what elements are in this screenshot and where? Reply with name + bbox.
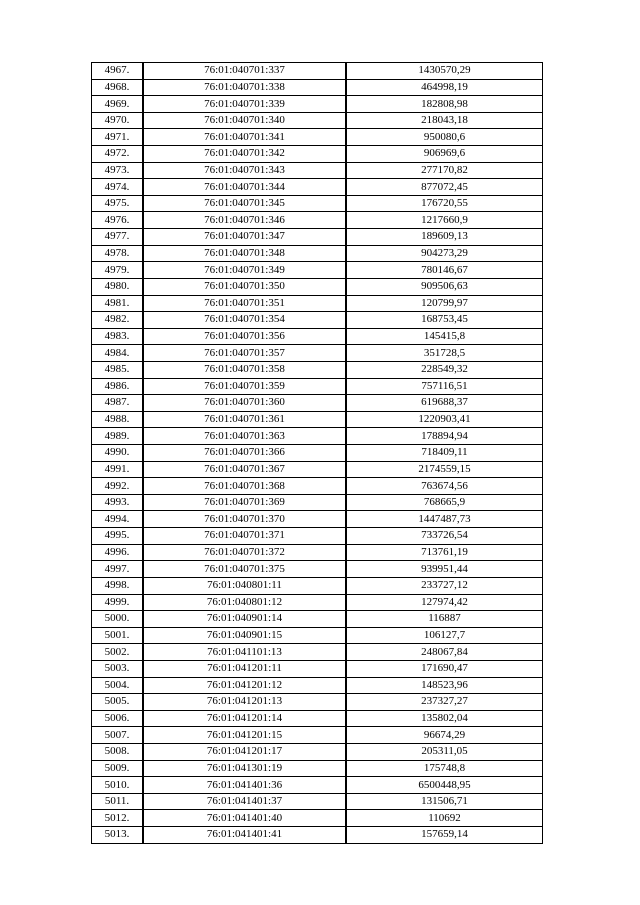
- row-number-cell: 5010.: [92, 777, 144, 794]
- table-row: [92, 245, 543, 262]
- row-number-cell: 4995.: [92, 528, 144, 545]
- row-number-cell: 4989.: [92, 428, 144, 445]
- row-number-cell: 4971.: [92, 129, 144, 146]
- cadastral-value-cell: 127974,42: [346, 594, 543, 611]
- cadastral-value-cell: 233727,12: [346, 577, 543, 594]
- cadastral-value-cell: 904273,29: [346, 245, 543, 262]
- table-row: [92, 278, 543, 295]
- row-number-cell: 5013.: [92, 827, 144, 844]
- cadastral-number-cell: 76:01:041201:14: [143, 710, 346, 727]
- cadastral-number-cell: 76:01:041201:12: [143, 677, 346, 694]
- cadastral-value-cell: 248067,84: [346, 644, 543, 661]
- cadastral-number-cell: 76:01:040701:349: [143, 262, 346, 279]
- table-row: [92, 262, 543, 279]
- cadastral-number-cell: 76:01:040901:14: [143, 611, 346, 628]
- table-row: [92, 793, 543, 810]
- cadastral-value-cell: 619688,37: [346, 395, 543, 412]
- cadastral-number-cell: 76:01:040701:354: [143, 312, 346, 329]
- cadastral-number-cell: 76:01:041101:13: [143, 644, 346, 661]
- cadastral-value-cell: 157659,14: [346, 827, 543, 844]
- cadastral-number-cell: 76:01:041201:15: [143, 727, 346, 744]
- row-number-cell: 4976.: [92, 212, 144, 229]
- row-number-cell: 4990.: [92, 445, 144, 462]
- cadastral-value-cell: 189609,13: [346, 229, 543, 246]
- row-number-cell: 5004.: [92, 677, 144, 694]
- cadastral-number-cell: 76:01:040801:12: [143, 594, 346, 611]
- row-number-cell: 4984.: [92, 345, 144, 362]
- table-row: [92, 660, 543, 677]
- table-row: [92, 461, 543, 478]
- table-body: [92, 63, 543, 844]
- cadastral-number-cell: 76:01:040701:370: [143, 511, 346, 528]
- cadastral-value-cell: 171690,47: [346, 660, 543, 677]
- row-number-cell: 4970.: [92, 112, 144, 129]
- table-row: [92, 162, 543, 179]
- table-row: [92, 544, 543, 561]
- table-row: [92, 710, 543, 727]
- table-row: [92, 79, 543, 96]
- cadastral-value-cell: 182808,98: [346, 96, 543, 113]
- cadastral-number-cell: 76:01:040701:356: [143, 328, 346, 345]
- row-number-cell: 4972.: [92, 146, 144, 163]
- cadastral-value-cell: 96674,29: [346, 727, 543, 744]
- row-number-cell: 4998.: [92, 577, 144, 594]
- cadastral-value-cell: 733726,54: [346, 528, 543, 545]
- table-row: [92, 644, 543, 661]
- cadastral-number-cell: 76:01:040901:15: [143, 627, 346, 644]
- cadastral-number-cell: 76:01:040701:361: [143, 411, 346, 428]
- row-number-cell: 5003.: [92, 660, 144, 677]
- table-row: [92, 494, 543, 511]
- table-row: [92, 428, 543, 445]
- row-number-cell: 4997.: [92, 561, 144, 578]
- cadastral-number-cell: 76:01:040701:344: [143, 179, 346, 196]
- cadastral-value-cell: 768665,9: [346, 494, 543, 511]
- row-number-cell: 4985.: [92, 361, 144, 378]
- cadastral-value-cell: 718409,11: [346, 445, 543, 462]
- cadastral-number-cell: 76:01:041201:11: [143, 660, 346, 677]
- cadastral-number-cell: 76:01:040701:341: [143, 129, 346, 146]
- cadastral-number-cell: 76:01:041301:19: [143, 760, 346, 777]
- cadastral-value-cell: 176720,55: [346, 195, 543, 212]
- row-number-cell: 4980.: [92, 278, 144, 295]
- table-row: [92, 478, 543, 495]
- row-number-cell: 4987.: [92, 395, 144, 412]
- cadastral-number-cell: 76:01:040701:366: [143, 445, 346, 462]
- table-row: [92, 777, 543, 794]
- cadastral-number-cell: 76:01:040701:346: [143, 212, 346, 229]
- cadastral-number-cell: 76:01:040701:360: [143, 395, 346, 412]
- cadastral-value-cell: 2174559,15: [346, 461, 543, 478]
- cadastral-number-cell: 76:01:040701:347: [143, 229, 346, 246]
- table-row: [92, 129, 543, 146]
- row-number-cell: 5006.: [92, 710, 144, 727]
- cadastral-number-cell: 76:01:041201:17: [143, 743, 346, 760]
- table-row: [92, 345, 543, 362]
- row-number-cell: 5009.: [92, 760, 144, 777]
- cadastral-number-cell: 76:01:040701:342: [143, 146, 346, 163]
- cadastral-number-cell: 76:01:040701:348: [143, 245, 346, 262]
- cadastral-number-cell: 76:01:040801:11: [143, 577, 346, 594]
- cadastral-value-cell: 145415,8: [346, 328, 543, 345]
- cadastral-number-cell: 76:01:041401:40: [143, 810, 346, 827]
- table-row: [92, 312, 543, 329]
- row-number-cell: 4973.: [92, 162, 144, 179]
- cadastral-value-cell: 909506,63: [346, 278, 543, 295]
- row-number-cell: 5011.: [92, 793, 144, 810]
- row-number-cell: 4968.: [92, 79, 144, 96]
- table-row: [92, 295, 543, 312]
- row-number-cell: 4996.: [92, 544, 144, 561]
- row-number-cell: 4967.: [92, 63, 144, 80]
- cadastral-value-cell: 906969,6: [346, 146, 543, 163]
- cadastral-value-cell: 939951,44: [346, 561, 543, 578]
- row-number-cell: 4969.: [92, 96, 144, 113]
- table-row: [92, 146, 543, 163]
- row-number-cell: 5007.: [92, 727, 144, 744]
- table-row: [92, 229, 543, 246]
- table-row: [92, 627, 543, 644]
- cadastral-value-table: [91, 62, 543, 844]
- table-row: [92, 594, 543, 611]
- cadastral-number-cell: 76:01:040701:369: [143, 494, 346, 511]
- table-row: [92, 611, 543, 628]
- cadastral-number-cell: 76:01:041201:13: [143, 694, 346, 711]
- cadastral-value-cell: 168753,45: [346, 312, 543, 329]
- cadastral-value-cell: 175748,8: [346, 760, 543, 777]
- cadastral-value-cell: 351728,5: [346, 345, 543, 362]
- row-number-cell: 4978.: [92, 245, 144, 262]
- cadastral-number-cell: 76:01:040701:371: [143, 528, 346, 545]
- table-row: [92, 395, 543, 412]
- cadastral-value-cell: 877072,45: [346, 179, 543, 196]
- row-number-cell: 4974.: [92, 179, 144, 196]
- row-number-cell: 4983.: [92, 328, 144, 345]
- table-row: [92, 411, 543, 428]
- table-row: [92, 378, 543, 395]
- cadastral-number-cell: 76:01:040701:350: [143, 278, 346, 295]
- table-row: [92, 577, 543, 594]
- row-number-cell: 4992.: [92, 478, 144, 495]
- row-number-cell: 5000.: [92, 611, 144, 628]
- cadastral-value-cell: 1220903,41: [346, 411, 543, 428]
- table-row: [92, 112, 543, 129]
- row-number-cell: 5005.: [92, 694, 144, 711]
- table-row: [92, 677, 543, 694]
- table-row: [92, 810, 543, 827]
- row-number-cell: 5002.: [92, 644, 144, 661]
- table-row: [92, 743, 543, 760]
- cadastral-value-cell: 950080,6: [346, 129, 543, 146]
- cadastral-value-cell: 110692: [346, 810, 543, 827]
- cadastral-number-cell: 76:01:040701:375: [143, 561, 346, 578]
- cadastral-value-cell: 1447487,73: [346, 511, 543, 528]
- cadastral-value-cell: 120799,97: [346, 295, 543, 312]
- cadastral-number-cell: 76:01:040701:351: [143, 295, 346, 312]
- cadastral-value-cell: 757116,51: [346, 378, 543, 395]
- table-row: [92, 96, 543, 113]
- cadastral-number-cell: 76:01:040701:372: [143, 544, 346, 561]
- table-row: [92, 63, 543, 80]
- cadastral-value-cell: 763674,56: [346, 478, 543, 495]
- row-number-cell: 4994.: [92, 511, 144, 528]
- cadastral-number-cell: 76:01:041401:36: [143, 777, 346, 794]
- row-number-cell: 4993.: [92, 494, 144, 511]
- table-row: [92, 511, 543, 528]
- cadastral-number-cell: 76:01:040701:338: [143, 79, 346, 96]
- cadastral-value-cell: 277170,82: [346, 162, 543, 179]
- cadastral-value-cell: 205311,05: [346, 743, 543, 760]
- table-row: [92, 727, 543, 744]
- cadastral-number-cell: 76:01:040701:359: [143, 378, 346, 395]
- cadastral-value-cell: 178894,94: [346, 428, 543, 445]
- row-number-cell: 4986.: [92, 378, 144, 395]
- table-row: [92, 694, 543, 711]
- row-number-cell: 4981.: [92, 295, 144, 312]
- cadastral-value-cell: 237327,27: [346, 694, 543, 711]
- row-number-cell: 4977.: [92, 229, 144, 246]
- cadastral-value-cell: 106127,7: [346, 627, 543, 644]
- table-row: [92, 445, 543, 462]
- row-number-cell: 5008.: [92, 743, 144, 760]
- table-row: [92, 760, 543, 777]
- cadastral-number-cell: 76:01:040701:343: [143, 162, 346, 179]
- cadastral-number-cell: 76:01:040701:340: [143, 112, 346, 129]
- table-row: [92, 827, 543, 844]
- cadastral-value-cell: 135802,04: [346, 710, 543, 727]
- table-row: [92, 328, 543, 345]
- cadastral-number-cell: 76:01:040701:358: [143, 361, 346, 378]
- cadastral-number-cell: 76:01:040701:357: [143, 345, 346, 362]
- row-number-cell: 5001.: [92, 627, 144, 644]
- cadastral-number-cell: 76:01:040701:337: [143, 63, 346, 80]
- cadastral-value-cell: 218043,18: [346, 112, 543, 129]
- table-row: [92, 528, 543, 545]
- cadastral-number-cell: 76:01:040701:368: [143, 478, 346, 495]
- row-number-cell: 4988.: [92, 411, 144, 428]
- cadastral-value-cell: 148523,96: [346, 677, 543, 694]
- cadastral-value-cell: 1430570,29: [346, 63, 543, 80]
- table-row: [92, 179, 543, 196]
- row-number-cell: 4975.: [92, 195, 144, 212]
- row-number-cell: 4979.: [92, 262, 144, 279]
- cadastral-value-cell: 1217660,9: [346, 212, 543, 229]
- cadastral-number-cell: 76:01:040701:345: [143, 195, 346, 212]
- table-row: [92, 561, 543, 578]
- table-row: [92, 212, 543, 229]
- cadastral-number-cell: 76:01:040701:363: [143, 428, 346, 445]
- cadastral-number-cell: 76:01:041401:41: [143, 827, 346, 844]
- row-number-cell: 4999.: [92, 594, 144, 611]
- cadastral-value-cell: 131506,71: [346, 793, 543, 810]
- row-number-cell: 5012.: [92, 810, 144, 827]
- table-row: [92, 195, 543, 212]
- cadastral-value-cell: 228549,32: [346, 361, 543, 378]
- cadastral-number-cell: 76:01:041401:37: [143, 793, 346, 810]
- cadastral-value-cell: 464998,19: [346, 79, 543, 96]
- cadastral-value-cell: 6500448,95: [346, 777, 543, 794]
- row-number-cell: 4991.: [92, 461, 144, 478]
- row-number-cell: 4982.: [92, 312, 144, 329]
- cadastral-value-cell: 713761,19: [346, 544, 543, 561]
- table-row: [92, 361, 543, 378]
- cadastral-value-cell: 116887: [346, 611, 543, 628]
- cadastral-number-cell: 76:01:040701:367: [143, 461, 346, 478]
- cadastral-number-cell: 76:01:040701:339: [143, 96, 346, 113]
- cadastral-value-cell: 780146,67: [346, 262, 543, 279]
